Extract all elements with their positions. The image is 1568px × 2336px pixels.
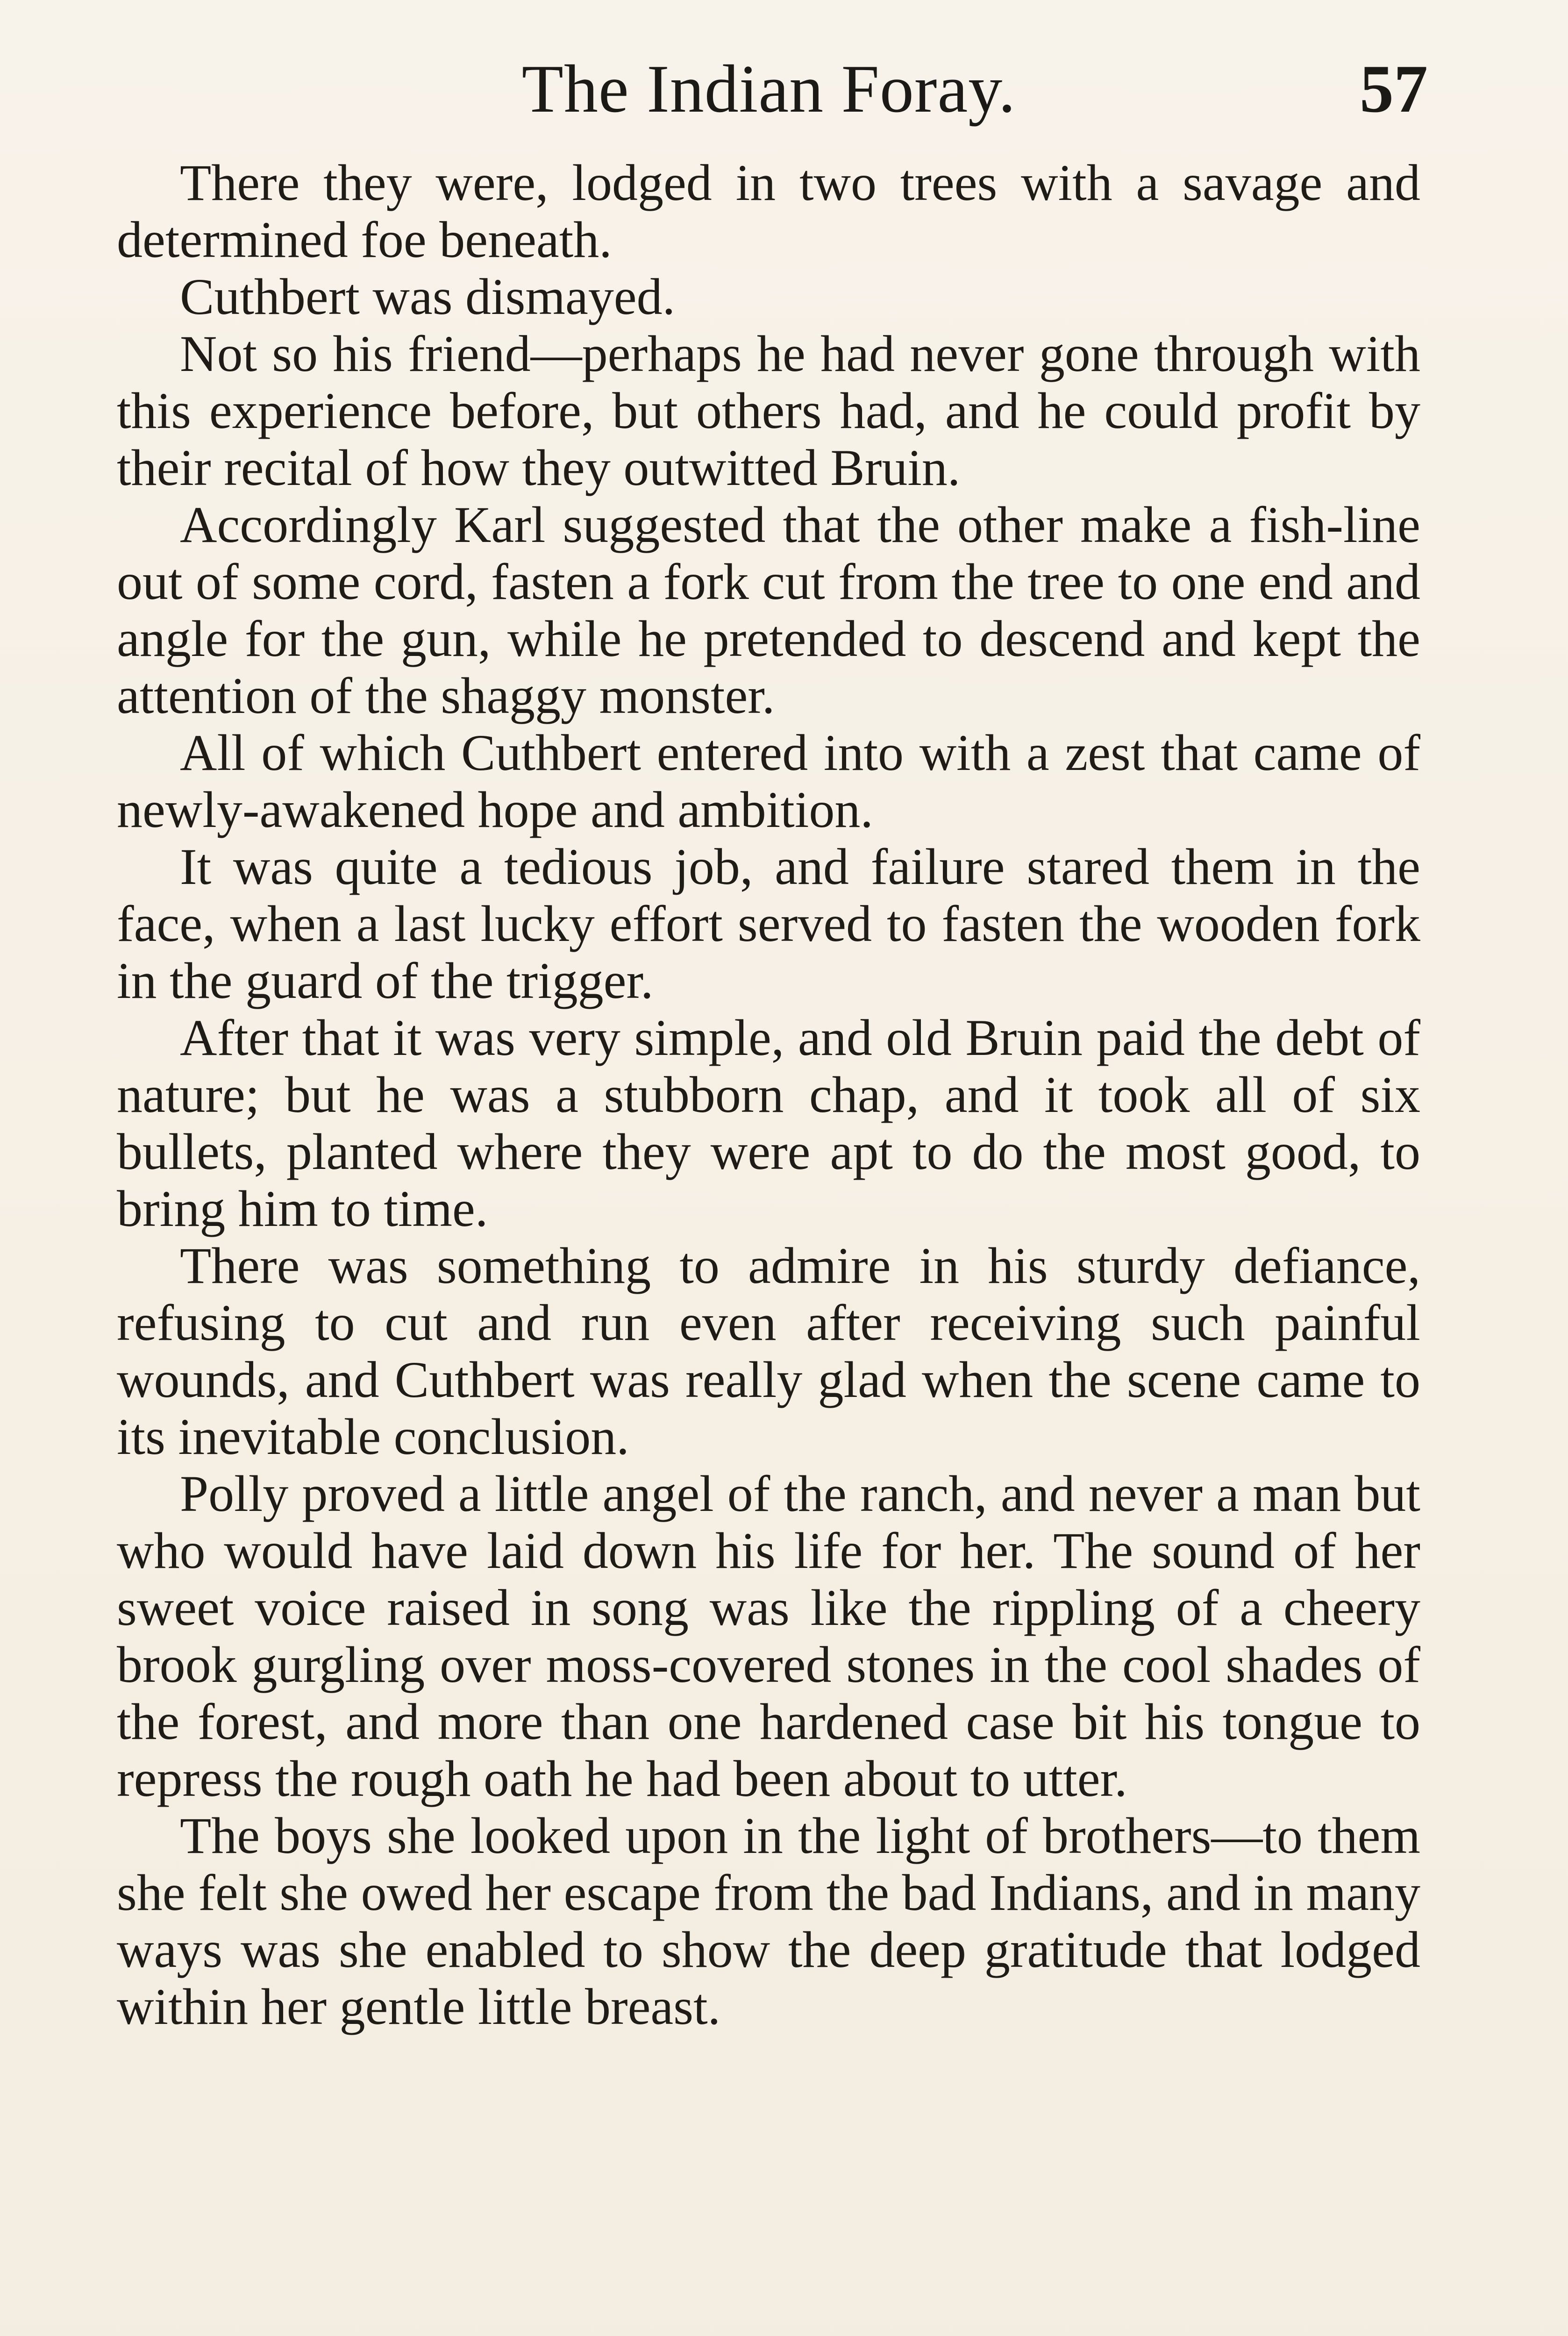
paragraph: It was quite a tedious job, and failure stared them in the face, when a last lucky effort served to fasten the wooden fork in the guard of the trigger. xyxy=(117,838,1420,1009)
paragraph: All of which Cuthbert entered into with a zest that came of newly-awakened hope and ambition. xyxy=(117,724,1420,838)
page-number: 57 xyxy=(1360,51,1428,127)
paragraph: After that it was very simple, and old Bruin paid the debt of nature; but he was a stubborn chap, and it took all of six bullets, planted where they were apt to do the most good, to bring him to time. xyxy=(117,1009,1420,1237)
page-body xyxy=(117,154,1420,2035)
paragraph: The boys she looked upon in the light of brothers—to them she felt she owed her escape from the bad Indians, and in many ways was she enabled to show the deep gratitude that lodged within her gentle little breast. xyxy=(117,1807,1420,2035)
page-header xyxy=(114,44,1428,133)
paragraph: There they were, lodged in two trees with a savage and determined foe beneath. xyxy=(117,154,1420,268)
running-title: The Indian Foray. xyxy=(521,51,1016,127)
paragraph: Cuthbert was dismayed. xyxy=(180,268,676,325)
paragraph: There was something to admire in his sturdy defiance, refusing to cut and run even after receiving such painful wounds, and Cuthbert was really glad when the scene came to its inevitable conclusion. xyxy=(117,1237,1420,1465)
paragraph: Not so his friend—perhaps he had never gone through with this experience before, but others had, and he could profit by their recital of how they outwitted Bruin. xyxy=(117,325,1420,496)
paragraph: Polly proved a little angel of the ranch, and never a man but who would have laid down his life for her. The sound of her sweet voice raised in song was like the rippling of a cheery brook gurgling over moss-covered stones in the cool shades of the forest, and more than one hardened case bit his tongue to repress the rough oath he had been about to utter. xyxy=(117,1465,1420,1807)
paragraph: Accordingly Karl suggested that the other make a fish-line out of some cord, fasten a fork cut from the tree to one end and angle for the gun, while he pretended to descend and kept the attention of the shaggy monster. xyxy=(117,496,1420,724)
